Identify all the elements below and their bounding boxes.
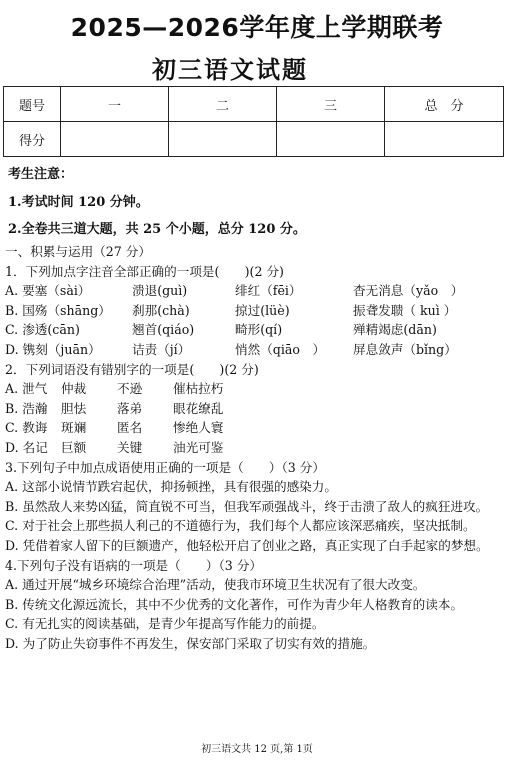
question-stem: 4.下列句子没有语病的一项是（ ）（3 分） (5, 557, 263, 573)
question-stem: 1．下列加点字注音全部正确的一项是( )(2 分) (5, 263, 284, 279)
option-part: 畸形(qí) (235, 322, 283, 338)
option-part: D. 镌刻（juān） (5, 341, 101, 357)
exam-title: 2025—2026学年度上学期联考 (70, 13, 444, 42)
option-part: D. 名记 (5, 439, 48, 455)
option-part: 匿名 (117, 420, 143, 436)
option-part: 惨绝人寰 (173, 420, 224, 436)
option-part: 关键 (117, 439, 143, 455)
question-option: C. 对于社会上那些损人利己的不道德行为，我们每个人都应该深恶痛疾，坚决抵制。 (5, 518, 476, 534)
option-part: 催枯拉朽 (173, 381, 224, 397)
score-table-cell: 二 (169, 87, 277, 122)
option-part: 屏息敛声（bǐng） (353, 341, 457, 357)
question-option: C. 有无扎实的阅读基础，是青少年提高写作能力的前提。 (5, 616, 325, 632)
score-table-cell: 得分 (4, 122, 61, 157)
score-blank-cell[interactable] (169, 122, 277, 157)
option-part: B. 国殇（shāng） (5, 302, 111, 318)
option-part: 悄然（qiāo ） (235, 341, 326, 357)
question-option (5, 340, 505, 360)
option-part: C. 教诲 (5, 420, 48, 436)
question-option (5, 379, 505, 399)
notes-item: 1.考试时间 120 分钟。 (8, 195, 149, 210)
option-part: 油光可鉴 (173, 439, 224, 455)
option-part: 殚精竭虑(dān) (353, 322, 437, 338)
option-part: C. 渗透(cān) (5, 322, 80, 338)
question-option (5, 438, 505, 458)
score-table-cell: 一 (61, 87, 169, 122)
option-part: 掠过(lüè) (235, 302, 290, 318)
score-blank-cell[interactable] (61, 122, 169, 157)
question-option (5, 281, 505, 301)
option-part: 落弟 (117, 400, 143, 416)
option-part: 翘首(qiáo) (132, 322, 195, 338)
candidate-notes (8, 160, 508, 243)
option-part: 仲裁 (61, 381, 87, 397)
score-table-cell: 三 (277, 87, 385, 122)
score-table (3, 86, 504, 157)
question-option: A. 这部小说情节跌宕起伏，抑扬顿挫，具有很强的感染力。 (5, 479, 337, 495)
score-table-header-row (4, 87, 504, 122)
option-part: 刹那(chà) (132, 302, 190, 318)
question-option: A. 通过开展“城乡环境综合治理”活动，使我市环境卫生状况有了很大改变。 (5, 577, 426, 593)
score-table-cell: 题号 (4, 87, 61, 122)
option-part: 杳无消息（yǎo ） (353, 283, 464, 299)
score-table-score-row (4, 122, 504, 157)
option-part: 绯红（fēi） (235, 283, 302, 299)
score-blank-cell[interactable] (385, 122, 504, 157)
option-part: A. 泄气 (5, 381, 48, 397)
option-part: 胆怯 (61, 400, 87, 416)
question-option: B. 虽然敌人来势凶猛，简直锐不可当，但我军顽强战斗，终于击溃了敌人的疯狂进攻。 (5, 498, 489, 514)
option-part: 诘责（jí） (132, 341, 191, 357)
section-one (5, 242, 505, 653)
notes-item: 2.全卷共三道大题，共 25 个小题，总分 120 分。 (8, 222, 306, 237)
question-option (5, 418, 505, 438)
option-part: 斑斓 (61, 420, 87, 436)
option-part: A. 要塞（sài） (5, 283, 91, 299)
question-option: D. 为了防止失窃事件不再发生，保安部门采取了切实有效的措施。 (5, 635, 376, 651)
question-stem: 3.下列句子中加点成语使用正确的一项是（ ）（3 分） (5, 459, 325, 475)
score-table-cell: 总 分 (385, 87, 504, 122)
option-part: 溃退(guì) (132, 283, 188, 299)
question-option (5, 301, 505, 321)
page-footer: 初三语文共 12 页,第 1页 (201, 744, 313, 755)
question-option (5, 399, 505, 419)
question-option (5, 320, 505, 340)
option-part: 振聋发聩（ kuì ） (353, 302, 457, 318)
option-part: 眼花缭乱 (173, 400, 224, 416)
question-option: B. 传统文化源远流长，其中不少优秀的文化著作，可作为青少年人格教育的读本。 (5, 596, 464, 612)
question-stem: 2．下列词语没有错别字的一项是( )(2 分) (5, 361, 259, 377)
question-option: D. 凭借着家人留下的巨额遗产，他轻松开启了创业之路，真正实现了白手起家的梦想。 (5, 537, 489, 553)
notes-heading: 考生注意： (8, 167, 74, 182)
option-part: B. 浩瀚 (5, 400, 48, 416)
option-part: 巨额 (61, 439, 87, 455)
score-blank-cell[interactable] (277, 122, 385, 157)
exam-subtitle: 初三语文试题 (152, 56, 308, 84)
section-heading: 一、积累与运用（27 分） (5, 244, 151, 259)
option-part: 不逊 (117, 381, 143, 397)
